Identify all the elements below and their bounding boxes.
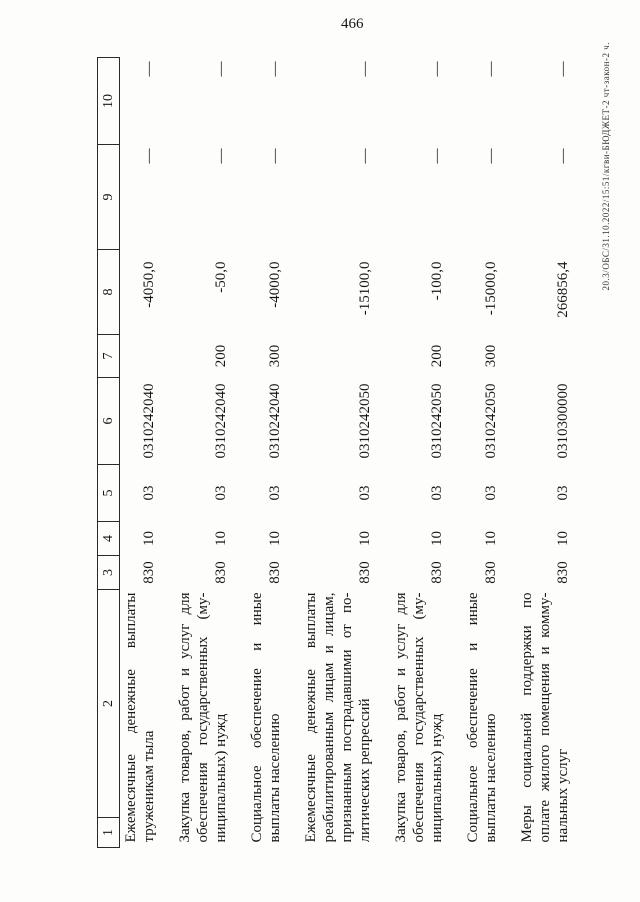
cell-expense-type: 200 (213, 344, 229, 368)
name-line: обеспечения государственных (му- (195, 592, 211, 843)
table-row (284, 58, 374, 848)
cell-amount: -4050,0 (141, 261, 157, 308)
name-line: оплате жилого помещения и комму- (537, 592, 553, 843)
cell-expense-type (120, 335, 159, 378)
cell-dept-code: 830 (213, 561, 229, 584)
header-cell-3: 3 (98, 556, 120, 590)
cell-section: 10 (357, 531, 373, 546)
cell-dept-code: 830 (357, 561, 373, 584)
cell-dept-code: 830 (267, 561, 283, 584)
name-line: признанным пострадавшими от по- (339, 592, 355, 843)
cell-amount: 266856,4 (555, 261, 571, 318)
name-line: литических репрессий (357, 698, 373, 843)
name-line: Социальное обеспечение и иные (249, 592, 265, 843)
row-name (446, 590, 500, 848)
name-line: Закупка товаров, работ и услуг для (177, 592, 193, 843)
header-cell-4: 4 (98, 522, 120, 556)
margin-file-note: 20.3/ОБС/31.10.2022/15:51/кгви-БЮДЖЕТ-2 чт-закон-2 ч. (601, 42, 611, 291)
budget-table (97, 57, 572, 848)
cell-section: 10 (141, 531, 157, 546)
cell-target-article: 0310242040 (141, 383, 157, 459)
header-cell-5: 5 (98, 465, 120, 522)
cell-amount: -15000,0 (483, 261, 499, 316)
cell-col-9: — (429, 148, 445, 164)
cell-subsection: 03 (483, 485, 499, 501)
table-row (158, 58, 230, 848)
cell-section: 10 (555, 531, 571, 546)
cell-target-article: 0310242050 (357, 383, 373, 459)
cell-subsection: 03 (555, 485, 571, 501)
cell-dept-code: 830 (555, 561, 571, 584)
cell-col-9: — (483, 148, 499, 164)
cell-amount: -50,0 (213, 261, 229, 293)
row-name (284, 590, 374, 848)
table-row (120, 58, 159, 848)
cell-target-article: 0310242050 (429, 383, 445, 459)
cell-expense-type: 300 (267, 344, 283, 368)
name-line: Закупка товаров, работ и услуг для (393, 592, 409, 843)
name-line: Ежемесячные денежные выплаты (123, 592, 139, 843)
cell-subsection: 03 (357, 485, 373, 501)
cell-col-10: — (213, 61, 229, 77)
cell-target-article: 0310242040 (267, 383, 283, 459)
cell-subsection: 03 (213, 485, 229, 501)
cell-amount: -4000,0 (267, 261, 283, 308)
cell-col-9: — (267, 148, 283, 164)
name-line: обеспечения государственных (му- (411, 592, 427, 843)
header-row (98, 58, 120, 848)
name-line: нальных услуг (555, 748, 571, 843)
table-row (500, 58, 572, 848)
cell-dept-code: 830 (141, 561, 157, 584)
cell-expense-type (500, 335, 572, 378)
cell-amount: -15100,0 (357, 261, 373, 316)
header-cell-6: 6 (98, 378, 120, 465)
table-row (230, 58, 284, 848)
header-cell-1: 1 (98, 818, 120, 848)
cell-section: 10 (267, 531, 283, 546)
name-line: ниципальных) нужд (429, 713, 445, 843)
cell-section: 10 (483, 531, 499, 546)
cell-expense-type: 300 (483, 344, 499, 368)
cell-section: 10 (213, 531, 229, 546)
cell-col-10: — (141, 61, 157, 77)
name-line: Социальное обеспечение и иные (465, 592, 481, 843)
cell-col-9: — (141, 148, 157, 164)
cell-expense-type: 200 (429, 344, 445, 368)
cell-col-10: — (267, 61, 283, 77)
cell-col-9: — (357, 148, 373, 164)
cell-col-10: — (555, 61, 571, 77)
cell-amount: -100,0 (429, 261, 445, 301)
cell-target-article: 0310242040 (213, 383, 229, 459)
cell-col-10: — (357, 61, 373, 77)
row-name (500, 590, 572, 848)
cell-col-10: — (483, 61, 499, 77)
header-cell-2: 2 (98, 590, 120, 818)
name-line: ниципальных) нужд (213, 713, 229, 843)
name-line: выплаты населению (267, 713, 283, 843)
page-number: 466 (341, 16, 364, 32)
cell-dept-code: 830 (429, 561, 445, 584)
header-cell-8: 8 (98, 250, 120, 335)
name-line: выплаты населению (483, 713, 499, 843)
row-name (230, 590, 284, 848)
row-name (374, 590, 446, 848)
cell-col-9: — (555, 148, 571, 164)
cell-col-10: — (429, 61, 445, 77)
cell-target-article: 0310300000 (555, 383, 571, 459)
cell-section: 10 (429, 531, 445, 546)
header-cell-10: 10 (98, 58, 120, 145)
table-row (374, 58, 446, 848)
name-line: Ежемесячные денежные выплаты (303, 592, 319, 843)
cell-subsection: 03 (429, 485, 445, 501)
header-cell-9: 9 (98, 145, 120, 250)
cell-expense-type (284, 335, 374, 378)
cell-target-article: 0310242050 (483, 383, 499, 459)
cell-subsection: 03 (141, 485, 157, 501)
row-name (120, 590, 159, 848)
cell-subsection: 03 (267, 485, 283, 501)
header-cell-7: 7 (98, 335, 120, 378)
name-line: реабилитированным лицам и лицам, (321, 592, 337, 843)
cell-col-9: — (213, 148, 229, 164)
name-line: Меры социальной поддержки по (519, 592, 535, 843)
row-name (158, 590, 230, 848)
table-row (446, 58, 500, 848)
name-line: труженикам тыла (141, 730, 157, 843)
cell-dept-code: 830 (483, 561, 499, 584)
